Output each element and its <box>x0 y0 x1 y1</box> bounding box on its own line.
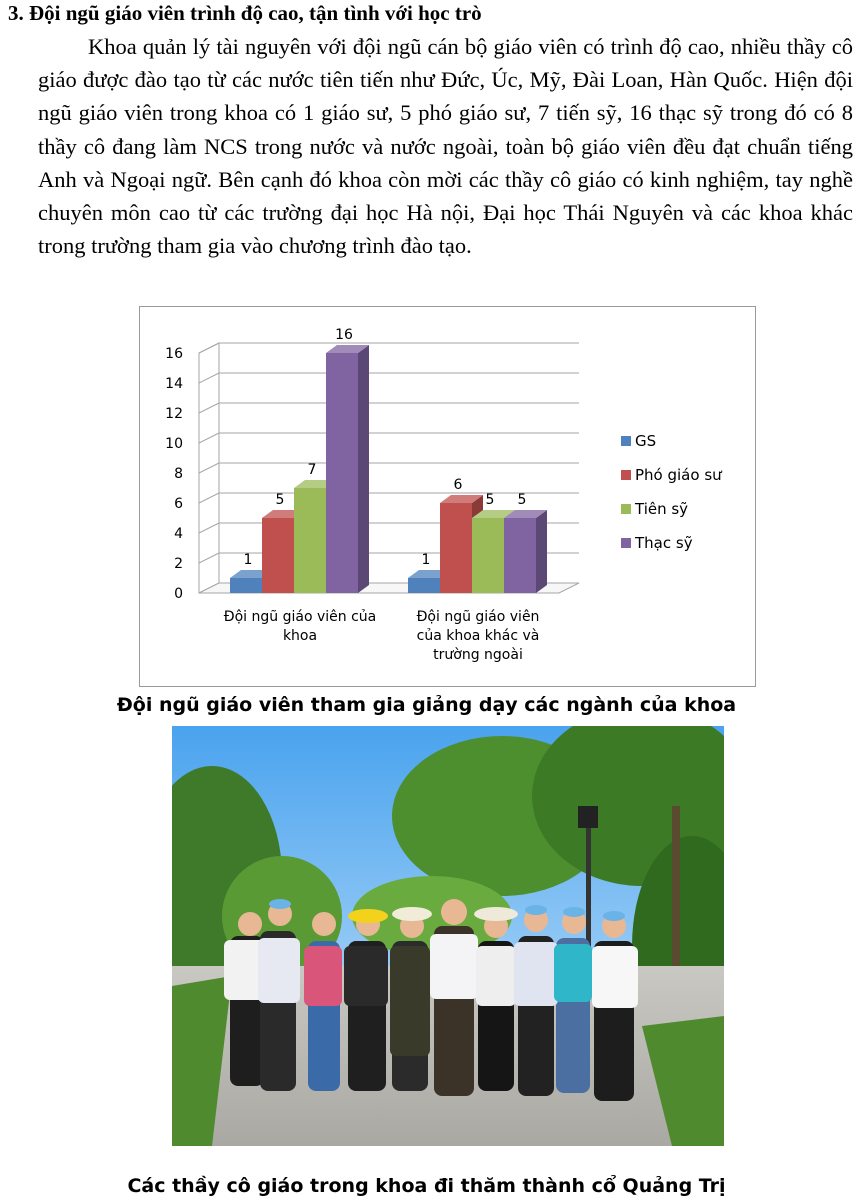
chart-canvas <box>140 307 755 686</box>
y-tick-label: 8 <box>174 466 183 482</box>
bar <box>294 488 326 593</box>
data-label: 5 <box>275 492 285 508</box>
legend-entry: GS <box>635 432 657 450</box>
data-label: 1 <box>243 552 253 568</box>
data-label: 5 <box>485 492 495 508</box>
photo-caption: Các thầy cô giáo trong khoa đi thăm thành cổ Quảng Trị <box>127 1175 726 1197</box>
bar <box>262 518 294 593</box>
y-tick-label: 10 <box>165 436 183 452</box>
bar-side <box>536 510 547 593</box>
bar <box>504 518 536 593</box>
data-label: 1 <box>421 552 431 568</box>
y-tick-label: 6 <box>174 496 183 512</box>
y-tick-label: 0 <box>174 586 183 602</box>
data-label: 7 <box>307 462 317 478</box>
chart-caption: Đội ngũ giáo viên tham gia giảng dạy các ngành của khoa <box>116 694 737 716</box>
faculty-chart <box>139 306 756 687</box>
x-tick-label: khoa <box>282 628 318 644</box>
legend-entry: Phó giáo sư <box>635 466 722 484</box>
legend-swatch <box>621 538 631 548</box>
bar <box>472 518 504 593</box>
data-label: 5 <box>517 492 527 508</box>
x-tick-label: trường ngoài <box>433 647 523 663</box>
y-tick-label: 16 <box>165 346 183 362</box>
data-label: 6 <box>453 477 463 493</box>
bar <box>440 503 472 593</box>
x-tick-label: Đội ngũ giáo viên <box>416 609 540 625</box>
x-tick-label: Đội ngũ giáo viên của <box>223 609 377 625</box>
y-tick-label: 12 <box>165 406 183 422</box>
bar-side <box>358 345 369 593</box>
legend-entry: Tiên sỹ <box>635 500 689 518</box>
data-label: 16 <box>335 327 353 343</box>
legend-swatch <box>621 504 631 514</box>
x-tick-label: của khoa khác và <box>416 628 540 644</box>
y-tick-label: 14 <box>165 376 183 392</box>
bar <box>326 353 358 593</box>
bar <box>230 578 262 593</box>
legend-swatch <box>621 470 631 480</box>
y-tick-label: 2 <box>174 556 183 572</box>
bar <box>408 578 440 593</box>
section-paragraph: Khoa quản lý tài nguyên với đội ngũ cán bộ giáo viên có trình độ cao, nhiều thầy cô giáo được đào tạo từ các nước tiên tiến như Đức, Úc, Mỹ, Đài Loan, Hàn Quốc. Hiện đội ngũ giáo viên trong khoa có 1 giáo sư, 5 phó giáo sư, 7 tiến sỹ, 16 thạc sỹ trong đó có 8 thầy cô đang làm NCS trong nước và nước ngoài, toàn bộ giáo viên đều đạt chuẩn tiếng Anh và Ngoại ngữ. Bên cạnh đó khoa còn mời các thầy cô giáo có kinh nghiệm, tay nghề chuyên môn cao từ các trường đại học Hà nội, Đại học Thái Nguyên và các khoa khác trong trường tham gia vào chương trình đào tạo. <box>38 34 853 259</box>
y-tick-label: 4 <box>174 526 183 542</box>
group-photo <box>172 726 724 1146</box>
legend-swatch <box>621 436 631 446</box>
legend-entry: Thạc sỹ <box>635 534 693 552</box>
section-heading: 3. Đội ngũ giáo viên trình độ cao, tận tình với học trò <box>8 1 482 25</box>
